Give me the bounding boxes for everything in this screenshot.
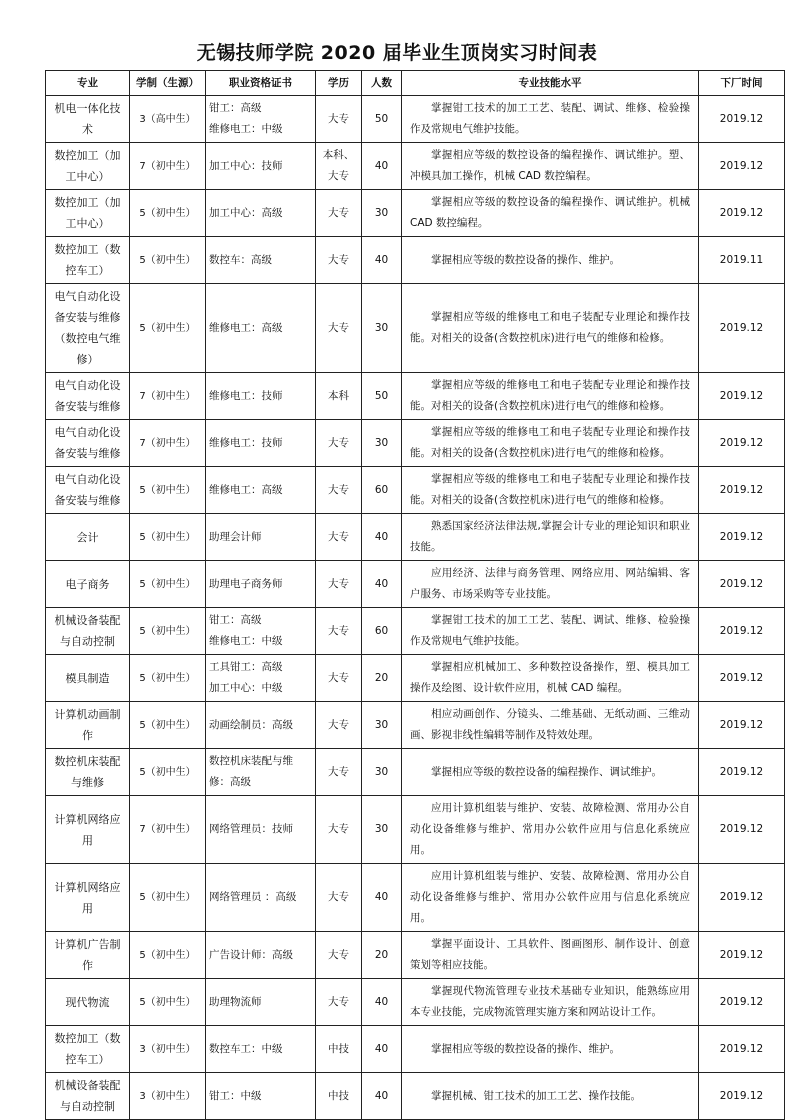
degree-cell: 大专 <box>316 284 362 373</box>
certificate-cell: 维修电工：高级 <box>206 467 316 514</box>
system-cell: 5（初中生） <box>130 655 206 702</box>
major-cell: 电气自动化设备安装与维修 <box>46 420 130 467</box>
skill-cell: 掌握现代物流管理专业技术基础专业知识，能熟练应用本专业技能，完成物流管理实施方案和网站设计工作。 <box>402 979 699 1026</box>
system-cell: 5（初中生） <box>130 561 206 608</box>
certificate-cell: 助理电子商务师 <box>206 561 316 608</box>
degree-cell: 大专 <box>316 702 362 749</box>
table-row <box>46 190 785 237</box>
date-cell: 2019.12 <box>699 190 785 237</box>
date-cell: 2019.12 <box>699 96 785 143</box>
major-cell: 现代物流 <box>46 979 130 1026</box>
count-cell: 40 <box>362 979 402 1026</box>
major-cell: 电气自动化设备安装与维修 <box>46 373 130 420</box>
major-cell: 机械设备装配与自动控制 <box>46 608 130 655</box>
count-cell: 50 <box>362 96 402 143</box>
header-major: 专业 <box>46 71 130 96</box>
table-row <box>46 702 785 749</box>
certificate-cell: 网络管理员 ：高级 <box>206 864 316 932</box>
count-cell: 30 <box>362 284 402 373</box>
table-row <box>46 420 785 467</box>
major-cell: 电气自动化设备安装与维修（数控电气维修） <box>46 284 130 373</box>
degree-cell: 大专 <box>316 420 362 467</box>
table-row <box>46 796 785 864</box>
system-cell: 7（初中生） <box>130 373 206 420</box>
degree-cell: 大专 <box>316 796 362 864</box>
certificate-cell: 助理物流师 <box>206 979 316 1026</box>
header-system: 学制（生源） <box>130 71 206 96</box>
certificate-cell: 广告设计师：高级 <box>206 932 316 979</box>
count-cell: 30 <box>362 420 402 467</box>
degree-cell: 大专 <box>316 561 362 608</box>
certificate-cell: 数控机床装配与维修：高级 <box>206 749 316 796</box>
major-cell: 会计 <box>46 514 130 561</box>
skill-cell: 掌握相应等级的数控设备的编程操作、调试维护。塑、冲模具加工操作，机械 CAD 数控编程。 <box>402 143 699 190</box>
header-degree: 学历 <box>316 71 362 96</box>
system-cell: 3（初中生） <box>130 1073 206 1120</box>
system-cell: 5（初中生） <box>130 514 206 561</box>
date-cell: 2019.12 <box>699 1026 785 1073</box>
count-cell: 40 <box>362 1073 402 1120</box>
count-cell: 30 <box>362 749 402 796</box>
major-cell: 数控加工（数控车工） <box>46 1026 130 1073</box>
date-cell: 2019.12 <box>699 702 785 749</box>
certificate-cell: 数控车：高级 <box>206 237 316 284</box>
table-body <box>46 96 785 1120</box>
certificate-cell: 加工中心：高级 <box>206 190 316 237</box>
certificate-cell: 钳工：高级 维修电工：中级 <box>206 96 316 143</box>
count-cell: 40 <box>362 514 402 561</box>
skill-cell: 掌握相应等级的数控设备的操作、维护。 <box>402 237 699 284</box>
skill-cell: 应用计算机组装与维护、安装、故障检测、常用办公自动化设备维修与维护、常用办公软件应用与信息化系统应用。 <box>402 796 699 864</box>
certificate-cell: 加工中心：技师 <box>206 143 316 190</box>
major-cell: 计算机广告制作 <box>46 932 130 979</box>
degree-cell: 大专 <box>316 979 362 1026</box>
date-cell: 2019.12 <box>699 143 785 190</box>
skill-cell: 掌握相应机械加工、多种数控设备操作，塑、模具加工操作及绘图、设计软件应用，机械 CAD 编程。 <box>402 655 699 702</box>
count-cell: 20 <box>362 655 402 702</box>
certificate-cell: 工具钳工：高级 加工中心：中级 <box>206 655 316 702</box>
degree-cell: 大专 <box>316 514 362 561</box>
table-row <box>46 608 785 655</box>
skill-cell: 掌握相应等级的维修电工和电子装配专业理论和操作技能。对相关的设备(含数控机床)进行电气的维修和检修。 <box>402 467 699 514</box>
certificate-cell: 钳工：中级 <box>206 1073 316 1120</box>
table-row <box>46 514 785 561</box>
system-cell: 7（初中生） <box>130 796 206 864</box>
skill-cell: 掌握钳工技术的加工工艺、装配、调试、维修、检验操作及常规电气维护技能。 <box>402 608 699 655</box>
skill-cell: 掌握相应等级的数控设备的编程操作、调试维护。 <box>402 749 699 796</box>
page-title: 无锡技师学院 2020 届毕业生顶岗实习时间表 <box>196 42 598 64</box>
count-cell: 30 <box>362 190 402 237</box>
table-row <box>46 467 785 514</box>
header-certificate: 职业资格证书 <box>206 71 316 96</box>
system-cell: 7（初中生） <box>130 143 206 190</box>
major-cell: 数控加工（加工中心） <box>46 190 130 237</box>
table-row <box>46 1073 785 1120</box>
header-count: 人数 <box>362 71 402 96</box>
degree-cell: 大专 <box>316 96 362 143</box>
date-cell: 2019.12 <box>699 932 785 979</box>
system-cell: 5（初中生） <box>130 284 206 373</box>
date-cell: 2019.12 <box>699 655 785 702</box>
internship-schedule-table <box>45 70 785 1120</box>
header-skill: 专业技能水平 <box>402 71 699 96</box>
skill-cell: 应用经济、法律与商务管理、网络应用、网站编辑、客户服务、市场采购等专业技能。 <box>402 561 699 608</box>
count-cell: 40 <box>362 143 402 190</box>
count-cell: 40 <box>362 864 402 932</box>
certificate-cell: 网络管理员：技师 <box>206 796 316 864</box>
degree-cell: 中技 <box>316 1073 362 1120</box>
degree-cell: 大专 <box>316 467 362 514</box>
table-row <box>46 284 785 373</box>
system-cell: 5（初中生） <box>130 979 206 1026</box>
count-cell: 60 <box>362 467 402 514</box>
skill-cell: 掌握相应等级的维修电工和电子装配专业理论和操作技能。对相关的设备(含数控机床)进行电气的维修和检修。 <box>402 420 699 467</box>
skill-cell: 掌握相应等级的维修电工和电子装配专业理论和操作技能。对相关的设备(含数控机床)进行电气的维修和检修。 <box>402 373 699 420</box>
major-cell: 机电一体化技术 <box>46 96 130 143</box>
degree-cell: 中技 <box>316 1026 362 1073</box>
system-cell: 5（初中生） <box>130 467 206 514</box>
certificate-cell: 维修电工：技师 <box>206 373 316 420</box>
table-row <box>46 749 785 796</box>
certificate-cell: 动画绘制员：高级 <box>206 702 316 749</box>
table-row <box>46 655 785 702</box>
degree-cell: 本科 <box>316 373 362 420</box>
certificate-cell: 钳工：高级 维修电工：中级 <box>206 608 316 655</box>
certificate-cell: 数控车工：中级 <box>206 1026 316 1073</box>
degree-cell: 大专 <box>316 655 362 702</box>
degree-cell: 本科、大专 <box>316 143 362 190</box>
skill-cell: 掌握平面设计、工具软件、图画图形、制作设计、创意策划等相应技能。 <box>402 932 699 979</box>
count-cell: 30 <box>362 796 402 864</box>
table-row <box>46 143 785 190</box>
certificate-cell: 维修电工：技师 <box>206 420 316 467</box>
system-cell: 5（初中生） <box>130 190 206 237</box>
system-cell: 5（初中生） <box>130 237 206 284</box>
major-cell: 模具制造 <box>46 655 130 702</box>
skill-cell: 掌握相应等级的维修电工和电子装配专业理论和操作技能。对相关的设备(含数控机床)进行电气的维修和检修。 <box>402 284 699 373</box>
table-row <box>46 1026 785 1073</box>
skill-cell: 熟悉国家经济法律法规,掌握会计专业的理论知识和职业技能。 <box>402 514 699 561</box>
table-row <box>46 373 785 420</box>
date-cell: 2019.12 <box>699 561 785 608</box>
skill-cell: 应用计算机组装与维护、安装、故障检测、常用办公自动化设备维修与维护、常用办公软件应用与信息化系统应用。 <box>402 864 699 932</box>
date-cell: 2019.12 <box>699 749 785 796</box>
count-cell: 40 <box>362 561 402 608</box>
date-cell: 2019.12 <box>699 514 785 561</box>
skill-cell: 掌握钳工技术的加工工艺、装配、调试、维修、检验操作及常规电气维护技能。 <box>402 96 699 143</box>
major-cell: 数控加工（数控车工） <box>46 237 130 284</box>
table-row <box>46 979 785 1026</box>
certificate-cell: 维修电工：高级 <box>206 284 316 373</box>
count-cell: 50 <box>362 373 402 420</box>
date-cell: 2019.12 <box>699 420 785 467</box>
count-cell: 30 <box>362 702 402 749</box>
degree-cell: 大专 <box>316 932 362 979</box>
table-row <box>46 932 785 979</box>
header-row <box>46 71 785 96</box>
major-cell: 数控加工（加工中心） <box>46 143 130 190</box>
count-cell: 60 <box>362 608 402 655</box>
system-cell: 3（高中生） <box>130 96 206 143</box>
degree-cell: 大专 <box>316 864 362 932</box>
major-cell: 计算机网络应用 <box>46 796 130 864</box>
degree-cell: 大专 <box>316 190 362 237</box>
degree-cell: 大专 <box>316 608 362 655</box>
system-cell: 7（初中生） <box>130 420 206 467</box>
date-cell: 2019.12 <box>699 796 785 864</box>
certificate-cell: 助理会计师 <box>206 514 316 561</box>
count-cell: 40 <box>362 237 402 284</box>
date-cell: 2019.12 <box>699 864 785 932</box>
table-row <box>46 237 785 284</box>
date-cell: 2019.11 <box>699 237 785 284</box>
date-cell: 2019.12 <box>699 373 785 420</box>
major-cell: 计算机动画制作 <box>46 702 130 749</box>
count-cell: 20 <box>362 932 402 979</box>
major-cell: 计算机网络应用 <box>46 864 130 932</box>
table-row <box>46 561 785 608</box>
table-row <box>46 864 785 932</box>
date-cell: 2019.12 <box>699 1073 785 1120</box>
major-cell: 机械设备装配与自动控制 <box>46 1073 130 1120</box>
major-cell: 数控机床装配与维修 <box>46 749 130 796</box>
system-cell: 5（初中生） <box>130 932 206 979</box>
date-cell: 2019.12 <box>699 284 785 373</box>
date-cell: 2019.12 <box>699 608 785 655</box>
system-cell: 3（初中生） <box>130 1026 206 1073</box>
header-date: 下厂时间 <box>699 71 785 96</box>
skill-cell: 掌握相应等级的数控设备的操作、维护。 <box>402 1026 699 1073</box>
major-cell: 电气自动化设备安装与维修 <box>46 467 130 514</box>
system-cell: 5（初中生） <box>130 864 206 932</box>
count-cell: 40 <box>362 1026 402 1073</box>
system-cell: 5（初中生） <box>130 608 206 655</box>
skill-cell: 掌握相应等级的数控设备的编程操作、调试维护。机械 CAD 数控编程。 <box>402 190 699 237</box>
table-row <box>46 96 785 143</box>
skill-cell: 相应动画创作、分镜头、二维基础、无纸动画、三维动画、影视非线性编辑等制作及特效处理。 <box>402 702 699 749</box>
degree-cell: 大专 <box>316 237 362 284</box>
skill-cell: 掌握机械、钳工技术的加工工艺、操作技能。 <box>402 1073 699 1120</box>
date-cell: 2019.12 <box>699 979 785 1026</box>
system-cell: 5（初中生） <box>130 702 206 749</box>
system-cell: 5（初中生） <box>130 749 206 796</box>
degree-cell: 大专 <box>316 749 362 796</box>
date-cell: 2019.12 <box>699 467 785 514</box>
major-cell: 电子商务 <box>46 561 130 608</box>
